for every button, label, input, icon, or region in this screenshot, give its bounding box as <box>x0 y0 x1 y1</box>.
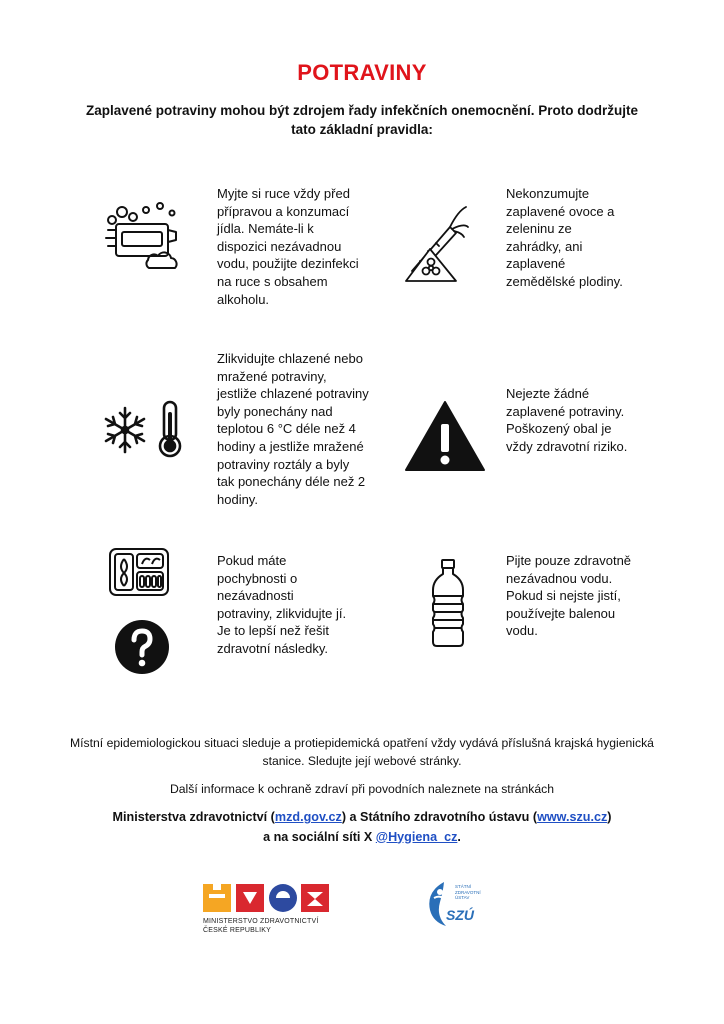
footer-sources-text: ) a Státního zdravotního ústavu ( <box>341 810 538 824</box>
footer-epidemiology-text: Místní epidemiologickou situaci sleduje a protiepidemická opatření vždy vydává příslušná krajská hygienická stanice. Sledujte její webové stránky. <box>70 736 654 768</box>
rule-text: Pokud máte pochybnosti o nezávadnosti potraviny, zlikvidujte jí. Je to lepší než řešit zdravotní následky. <box>217 553 347 656</box>
szu-link[interactable]: www.szu.cz <box>537 810 608 824</box>
rule-text: Pijte pouze zdravotně nezávadnou vodu. Pokud si nejste jistí, používejte balenou vodu. <box>506 553 632 639</box>
rule-text: Myjte si ruce vždy před přípravou a konzumací jídla. Nemáte-li k dispozici nezávadnou vodu, použijte dezinfekci na ruce s obsahem alkoholu. <box>217 186 359 307</box>
hand-washing-icon <box>100 200 182 272</box>
footer-social-text: . <box>457 829 461 844</box>
warning-icon <box>404 400 486 472</box>
rule-text: Zlikvidujte chlazené nebo mražené potraviny, jestliže chlazené potraviny byly ponechány nad teplotou 6 °C déle než 4 hodiny a jestliže mražené potraviny roztály a byly tak ponechány déle než 2 hodiny. <box>217 351 369 507</box>
footer-sources-text: Ministerstva zdravotnictví ( <box>112 810 275 824</box>
footer-info-text: Další informace k ochraně zdraví při povodních naleznete na stránkách <box>169 782 555 796</box>
mz-logo-line2: ČESKÉ REPUBLIKY <box>203 927 271 934</box>
footer-sources <box>60 808 664 847</box>
szu-logo-small-text: STÁTNÍ ZDRAVOTNÍ ÚSTAV <box>455 884 481 900</box>
footer-social-text: a na sociální síti X <box>263 829 376 844</box>
question-icon <box>114 619 170 675</box>
hygiena-x-link[interactable]: @Hygiena_cz <box>375 829 458 844</box>
biohazard-carrot-icon <box>400 205 470 285</box>
szu-logo-mark: SZÚ <box>446 907 474 923</box>
mzd-link[interactable]: mzd.gov.cz <box>274 810 342 824</box>
rule-text: Nekonzumujte zaplavené ovoce a zeleninu ze zahrádky, ani zaplavené zemědělské plodiny. <box>506 186 623 289</box>
mz-logo <box>203 880 329 914</box>
page-title: POTRAVINY <box>297 60 427 85</box>
mz-logo-line1: MINISTERSTVO ZDRAVOTNICTVÍ <box>203 918 319 925</box>
food-tray-icon <box>108 547 170 597</box>
intro-text: Zaplavené potraviny mohou být zdrojem řady infekčních onemocnění. Proto dodržujte tato základní pravidla: <box>85 103 639 137</box>
mz-logo-text <box>203 917 343 935</box>
water-bottle-icon <box>428 558 468 650</box>
footer-sources-text: ) <box>607 810 612 824</box>
rule-text: Nejezte žádné zaplavené potraviny. Poškozený obal je vždy zdravotní riziko. <box>506 386 628 454</box>
snowflake-thermometer-icon <box>100 400 186 458</box>
